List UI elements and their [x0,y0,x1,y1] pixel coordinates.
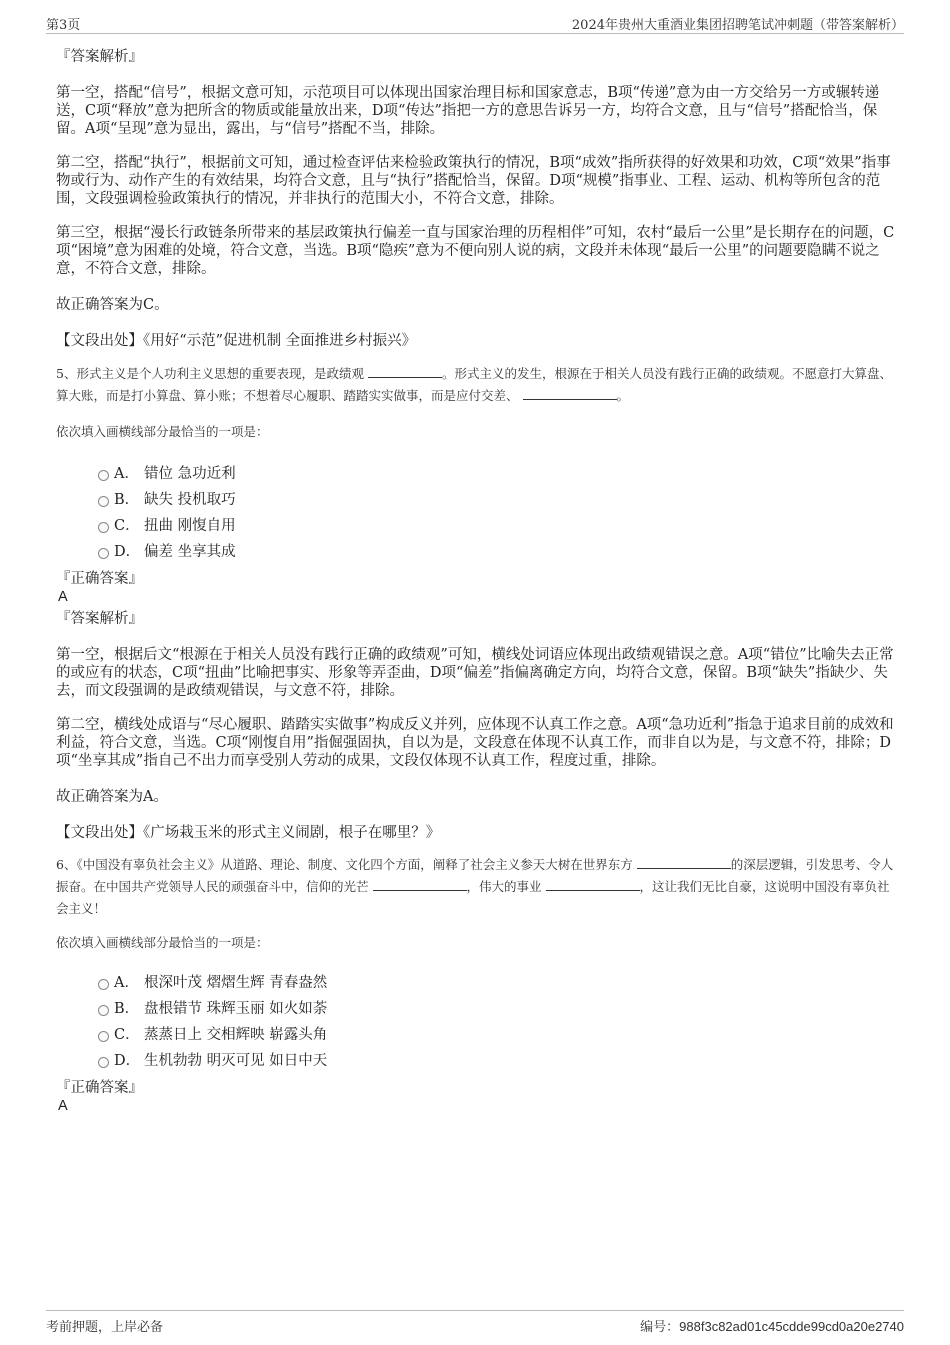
radio-icon[interactable] [98,1005,109,1016]
q5-text-b: 。形式主义的发生，根源在于相关人员没有践行正确的政绩观。不愿意打大算盘、算大账，而是打小算盘、算小账；不想着尽心履职、踏踏实实做事，而是应付交差、 [56,366,892,403]
q6-text-b: 的深层逻辑，引发思考、令人振奋。在中国共产党领导人民的顽强奋斗中，信仰的光芒 [56,857,894,894]
radio-icon[interactable] [98,496,109,507]
page-number: 第3页 [46,18,81,33]
q4-analysis-para-1: 第一空，搭配“信号”，根据文意可知，示范项目可以体现出国家治理目标和国家意志，B项“传递”意为由一方交给另一方或辗转递送，C项“释放”意为把所含的物质或能量放出来，D项“传达”指把一方的意思告诉另一方，均符合文意，且与“信号”搭配恰当，保留。A项“呈现”意为显出，露出，与“信号”搭配不当，排除。 [56,85,880,137]
q6-answer-label: 『正确答案』 [56,1080,143,1096]
q6-blank-1 [637,856,731,869]
q5-option-d[interactable]: D． 偏差 坐享其成 [56,539,898,565]
q6-answer: A [58,1098,68,1114]
q6-blank-3 [546,878,640,891]
q5-analysis-para-2: 第二空，横线处成语与“尽心履职、踏踏实实做事”构成反义并列，应体现不认真工作之意。A项“急功近利”指急于追求目前的成效和利益，符合文意，当选。C项“刚愎自用”指倔强固执，自以为是，文段意在体现不认真工作，而非自以为是，与文意不符，排除；D项“坐享其成”指自己不出力而享受别人劳动的成果，文段仅体现不认真工作，程度过重，排除。 [56,717,894,769]
q6-instruction: 依次填入画横线部分最恰当的一项是： [56,935,269,950]
code-label: 编号： [640,1320,680,1335]
q5-stem [56,363,898,407]
code-value: 988f3c82ad01c45cdde99cd0a20e2740 [679,1319,904,1334]
q5-option-a[interactable]: A． 错位 急功近利 [56,461,898,487]
q5-text-c: 。 [616,388,630,403]
q5-option-b[interactable]: B． 缺失 投机取巧 [56,487,898,513]
q5-answer-label: 『正确答案』 [56,571,143,587]
q4-analysis-para-3: 第三空，根据“漫长行政链条所带来的基层政策执行偏差一直与国家治理的历程相伴”可知，农村“最后一公里”是长期存在的问题，C项“困境”意为困难的处境，符合文意，当选。B项“隐疾”意为不便向别人说的病，文段并未体现“最后一公里”的问题要隐瞒不说之意，不符合文意，排除。 [56,225,895,277]
q6-option-b[interactable]: B． 盘根错节 珠辉玉丽 如火如荼 [56,996,898,1022]
q6-option-d[interactable]: D． 生机勃勃 明灭可见 如日中天 [56,1048,898,1074]
q6-text-d: ，这让我们无比自豪，这说明中国没有辜负社会主义！ [56,879,890,916]
q6-text-c: ，伟大的事业 [466,879,542,894]
q6-option-c[interactable]: C． 蒸蒸日上 交相辉映 崭露头角 [56,1022,898,1048]
q4-analysis-label: 『答案解析』 [56,49,143,65]
q5-text-a: 形式主义是个人功利主义思想的重要表现，是政绩观 [76,366,364,381]
q6-option-a[interactable]: A． 根深叶茂 熠熠生辉 青春盎然 [56,970,898,996]
page-header [46,13,904,34]
q4-conclusion: 故正确答案为C。 [56,297,169,313]
q5-conclusion: 故正确答案为A。 [56,789,168,805]
q6-number: 6、 [56,857,77,872]
q5-number: 5、 [56,366,77,381]
document-title: 2024年贵州大重酒业集团招聘笔试冲刺题（带答案解析） [571,18,904,33]
q5-answer: A [58,589,68,605]
page-footer [46,1310,904,1333]
q5-instruction: 依次填入画横线部分最恰当的一项是： [56,424,269,439]
q6-stem [56,854,898,920]
radio-icon[interactable] [98,1057,109,1068]
footer-slogan: 考前押题，上岸必备 [46,1320,164,1335]
q5-options [56,461,898,565]
q5-blank-2 [523,387,617,400]
q5-source: 【文段出处】《广场栽玉米的形式主义闹剧，根子在哪里？》 [56,825,441,841]
document-code [640,1316,904,1335]
q5-blank-1 [368,365,442,378]
page-content [56,44,898,1114]
q4-source: 【文段出处】《用好“示范”促进机制 全面推进乡村振兴》 [56,333,417,349]
q5-option-c[interactable]: C． 扭曲 刚愎自用 [56,513,898,539]
q4-analysis-para-2: 第二空，搭配“执行”，根据前文可知，通过检查评估来检验政策执行的情况，B项“成效”指所获得的好效果和功效，C项“效果”指事物或行为、动作产生的有效结果，均符合文意，且与“执行”搭配恰当，保留。D项“规模”指事业、工程、运动、机构等所包含的范围，文段强调检验政策执行的情况，并非执行的范围大小，不符合文意，排除。 [56,155,891,207]
q5-analysis-label: 『答案解析』 [56,611,143,627]
radio-icon[interactable] [98,979,109,990]
q6-text-a: 《中国没有辜负社会主义》从道路、理论、制度、文化四个方面，阐释了社会主义参天大树在世界东方 [76,857,633,872]
radio-icon[interactable] [98,1031,109,1042]
radio-icon[interactable] [98,548,109,559]
q6-blank-2 [373,878,467,891]
q5-analysis-para-1: 第一空，根据后文“根源在于相关人员没有践行正确的政绩观”可知，横线处词语应体现出政绩观错误之意。A项“错位”比喻失去正常的或应有的状态，C项“扭曲”比喻把事实、形象等弄歪曲，D项“偏差”指偏离确定方向，均符合文意，保留。B项“缺失”指缺少、失去，而文段强调的是政绩观错误，与文意不符，排除。 [56,647,894,699]
q6-options [56,970,898,1074]
radio-icon[interactable] [98,522,109,533]
radio-icon[interactable] [98,470,109,481]
